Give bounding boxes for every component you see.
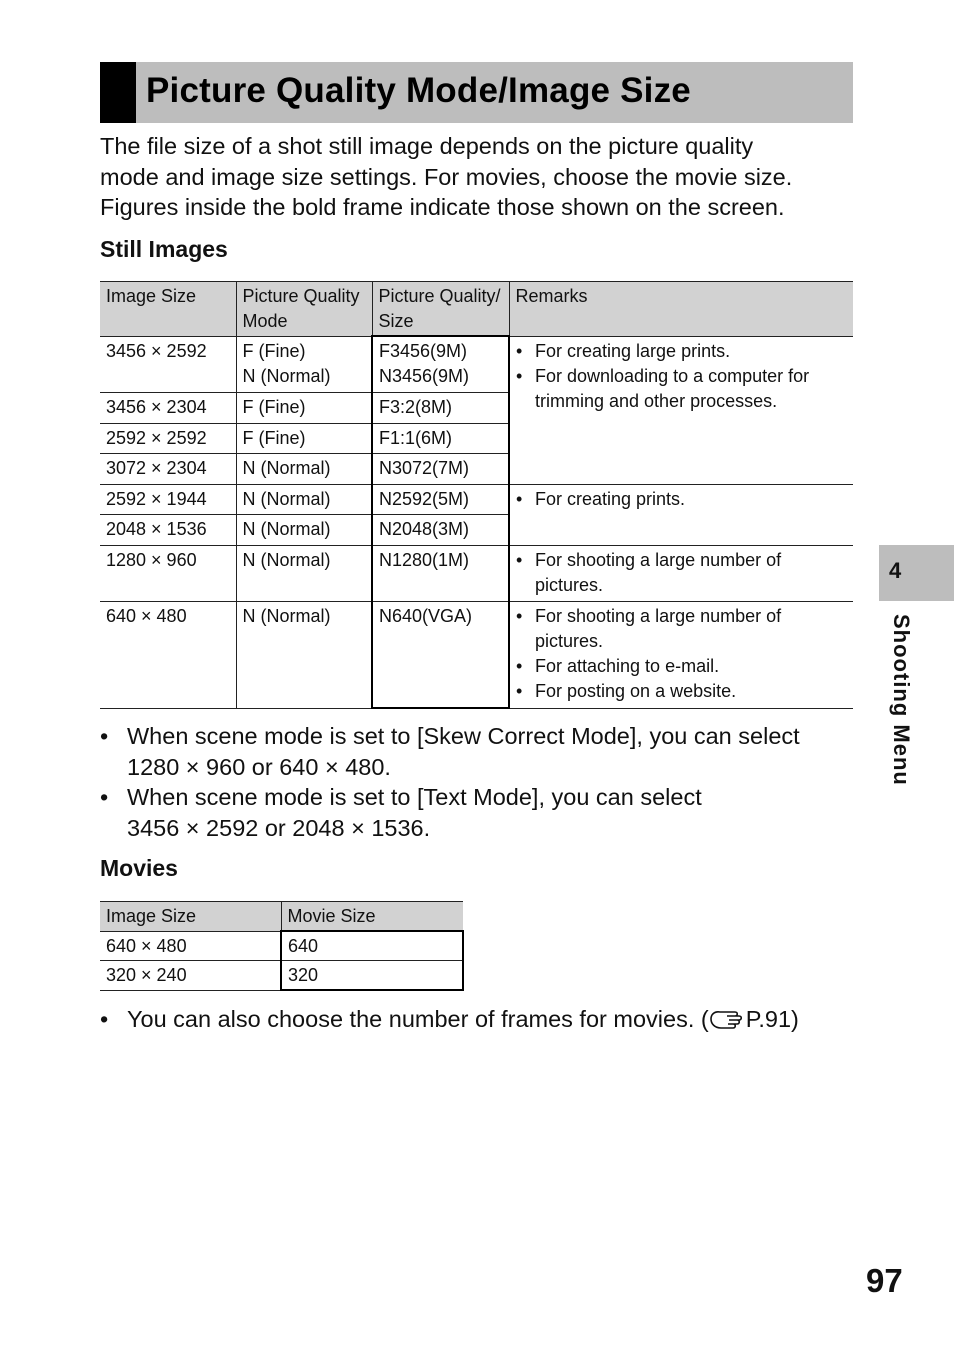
movies-table bbox=[100, 901, 464, 991]
cell-remarks bbox=[509, 545, 853, 601]
cell-quality-size: N2048(3M) bbox=[372, 514, 509, 545]
table-row bbox=[100, 336, 853, 392]
cell-quality-mode: N (Normal) bbox=[236, 453, 372, 484]
cell-quality-size: N2592(5M) bbox=[372, 484, 509, 514]
table-header-row bbox=[100, 282, 853, 337]
cell-quality-size: N3072(7M) bbox=[372, 453, 509, 484]
movies-heading: Movies bbox=[100, 855, 178, 881]
cell-quality-size: N1280(1M) bbox=[372, 545, 509, 601]
cell-quality-size: F3:2(8M) bbox=[372, 392, 509, 423]
cell-quality-mode: N (Normal) bbox=[236, 484, 372, 514]
cell-image-size: 640 × 480 bbox=[100, 601, 236, 708]
table-row bbox=[100, 931, 463, 961]
chapter-number: 4 bbox=[889, 558, 902, 583]
table-header-row bbox=[100, 902, 463, 932]
cell-quality-size: F1:1(6M) bbox=[372, 423, 509, 453]
cell-quality-mode: N (Normal) bbox=[236, 601, 372, 708]
header-movie-size: Movie Size bbox=[281, 902, 463, 932]
still-images-table bbox=[100, 281, 853, 709]
header-quality-mode: Picture Quality Mode bbox=[236, 282, 372, 337]
remark-item: • For attaching to e-mail. bbox=[516, 654, 847, 679]
cell-quality-mode: F (Fine) bbox=[236, 392, 372, 423]
remark-item: • For downloading to a computer for trimming and other processes. bbox=[516, 364, 847, 414]
cell-image-size: 3072 × 2304 bbox=[100, 453, 236, 484]
note-item: • You can also choose the number of frames for movies. ( P.91) bbox=[100, 1004, 860, 1035]
reference-hand-icon bbox=[709, 1006, 745, 1032]
intro-line: Figures inside the bold frame indicate those shown on the screen. bbox=[100, 194, 785, 220]
title-bar bbox=[100, 62, 853, 123]
cell-quality-size: N640(VGA) bbox=[372, 601, 509, 708]
still-images-heading: Still Images bbox=[100, 236, 228, 262]
page-title: Picture Quality Mode/Image Size bbox=[146, 71, 691, 110]
remark-item: • For creating prints. bbox=[516, 487, 847, 512]
header-image-size: Image Size bbox=[100, 282, 236, 337]
cell-image-size: 1280 × 960 bbox=[100, 545, 236, 601]
page-number: 97 bbox=[866, 1262, 903, 1299]
page-reference[interactable]: P.91 bbox=[745, 1006, 792, 1032]
cell-quality-mode: F (Fine) N (Normal) bbox=[236, 336, 372, 392]
cell-quality-mode: N (Normal) bbox=[236, 545, 372, 601]
cell-movie-size: 640 bbox=[281, 931, 463, 961]
chapter-label: Shooting Menu bbox=[889, 614, 914, 786]
table-row bbox=[100, 545, 853, 601]
cell-image-size: 3456 × 2304 bbox=[100, 392, 236, 423]
cell-image-size: 2592 × 1944 bbox=[100, 484, 236, 514]
cell-movie-size: 320 bbox=[281, 961, 463, 991]
cell-image-size: 2592 × 2592 bbox=[100, 423, 236, 453]
cell-image-size: 2048 × 1536 bbox=[100, 514, 236, 545]
table-row bbox=[100, 484, 853, 514]
cell-remarks bbox=[509, 336, 853, 484]
table-row bbox=[100, 601, 853, 708]
remark-item: • For creating large prints. bbox=[516, 339, 847, 364]
cell-image-size: 640 × 480 bbox=[100, 931, 281, 961]
still-notes-list bbox=[100, 721, 860, 843]
intro-line: The file size of a shot still image depends on the picture quality bbox=[100, 133, 754, 159]
table-row bbox=[100, 961, 463, 991]
remark-item: • For shooting a large number of pictures. bbox=[516, 604, 847, 654]
note-item: • When scene mode is set to [Skew Correct Mode], you can select 1280 × 960 or 640 × 480. bbox=[100, 721, 860, 782]
cell-quality-mode: N (Normal) bbox=[236, 514, 372, 545]
cell-image-size: 3456 × 2592 bbox=[100, 336, 236, 392]
remark-item: • For posting on a website. bbox=[516, 679, 847, 704]
cell-quality-mode: F (Fine) bbox=[236, 423, 372, 453]
note-item: • When scene mode is set to [Text Mode], you can select 3456 × 2592 or 2048 × 1536. bbox=[100, 782, 860, 843]
title-marker-block bbox=[100, 62, 136, 123]
remark-item: • For shooting a large number of pictures. bbox=[516, 548, 847, 598]
intro-line: mode and image size settings. For movies, choose the movie size. bbox=[100, 163, 793, 190]
header-remarks: Remarks bbox=[509, 282, 853, 337]
cell-quality-size: F3456(9M) N3456(9M) bbox=[372, 336, 509, 392]
cell-remarks bbox=[509, 484, 853, 545]
header-quality-size: Picture Quality/ Size bbox=[372, 282, 509, 337]
cell-remarks bbox=[509, 601, 853, 708]
movie-notes-list bbox=[100, 1004, 860, 1035]
intro-paragraph bbox=[100, 131, 860, 223]
header-image-size: Image Size bbox=[100, 902, 281, 932]
cell-image-size: 320 × 240 bbox=[100, 961, 281, 991]
